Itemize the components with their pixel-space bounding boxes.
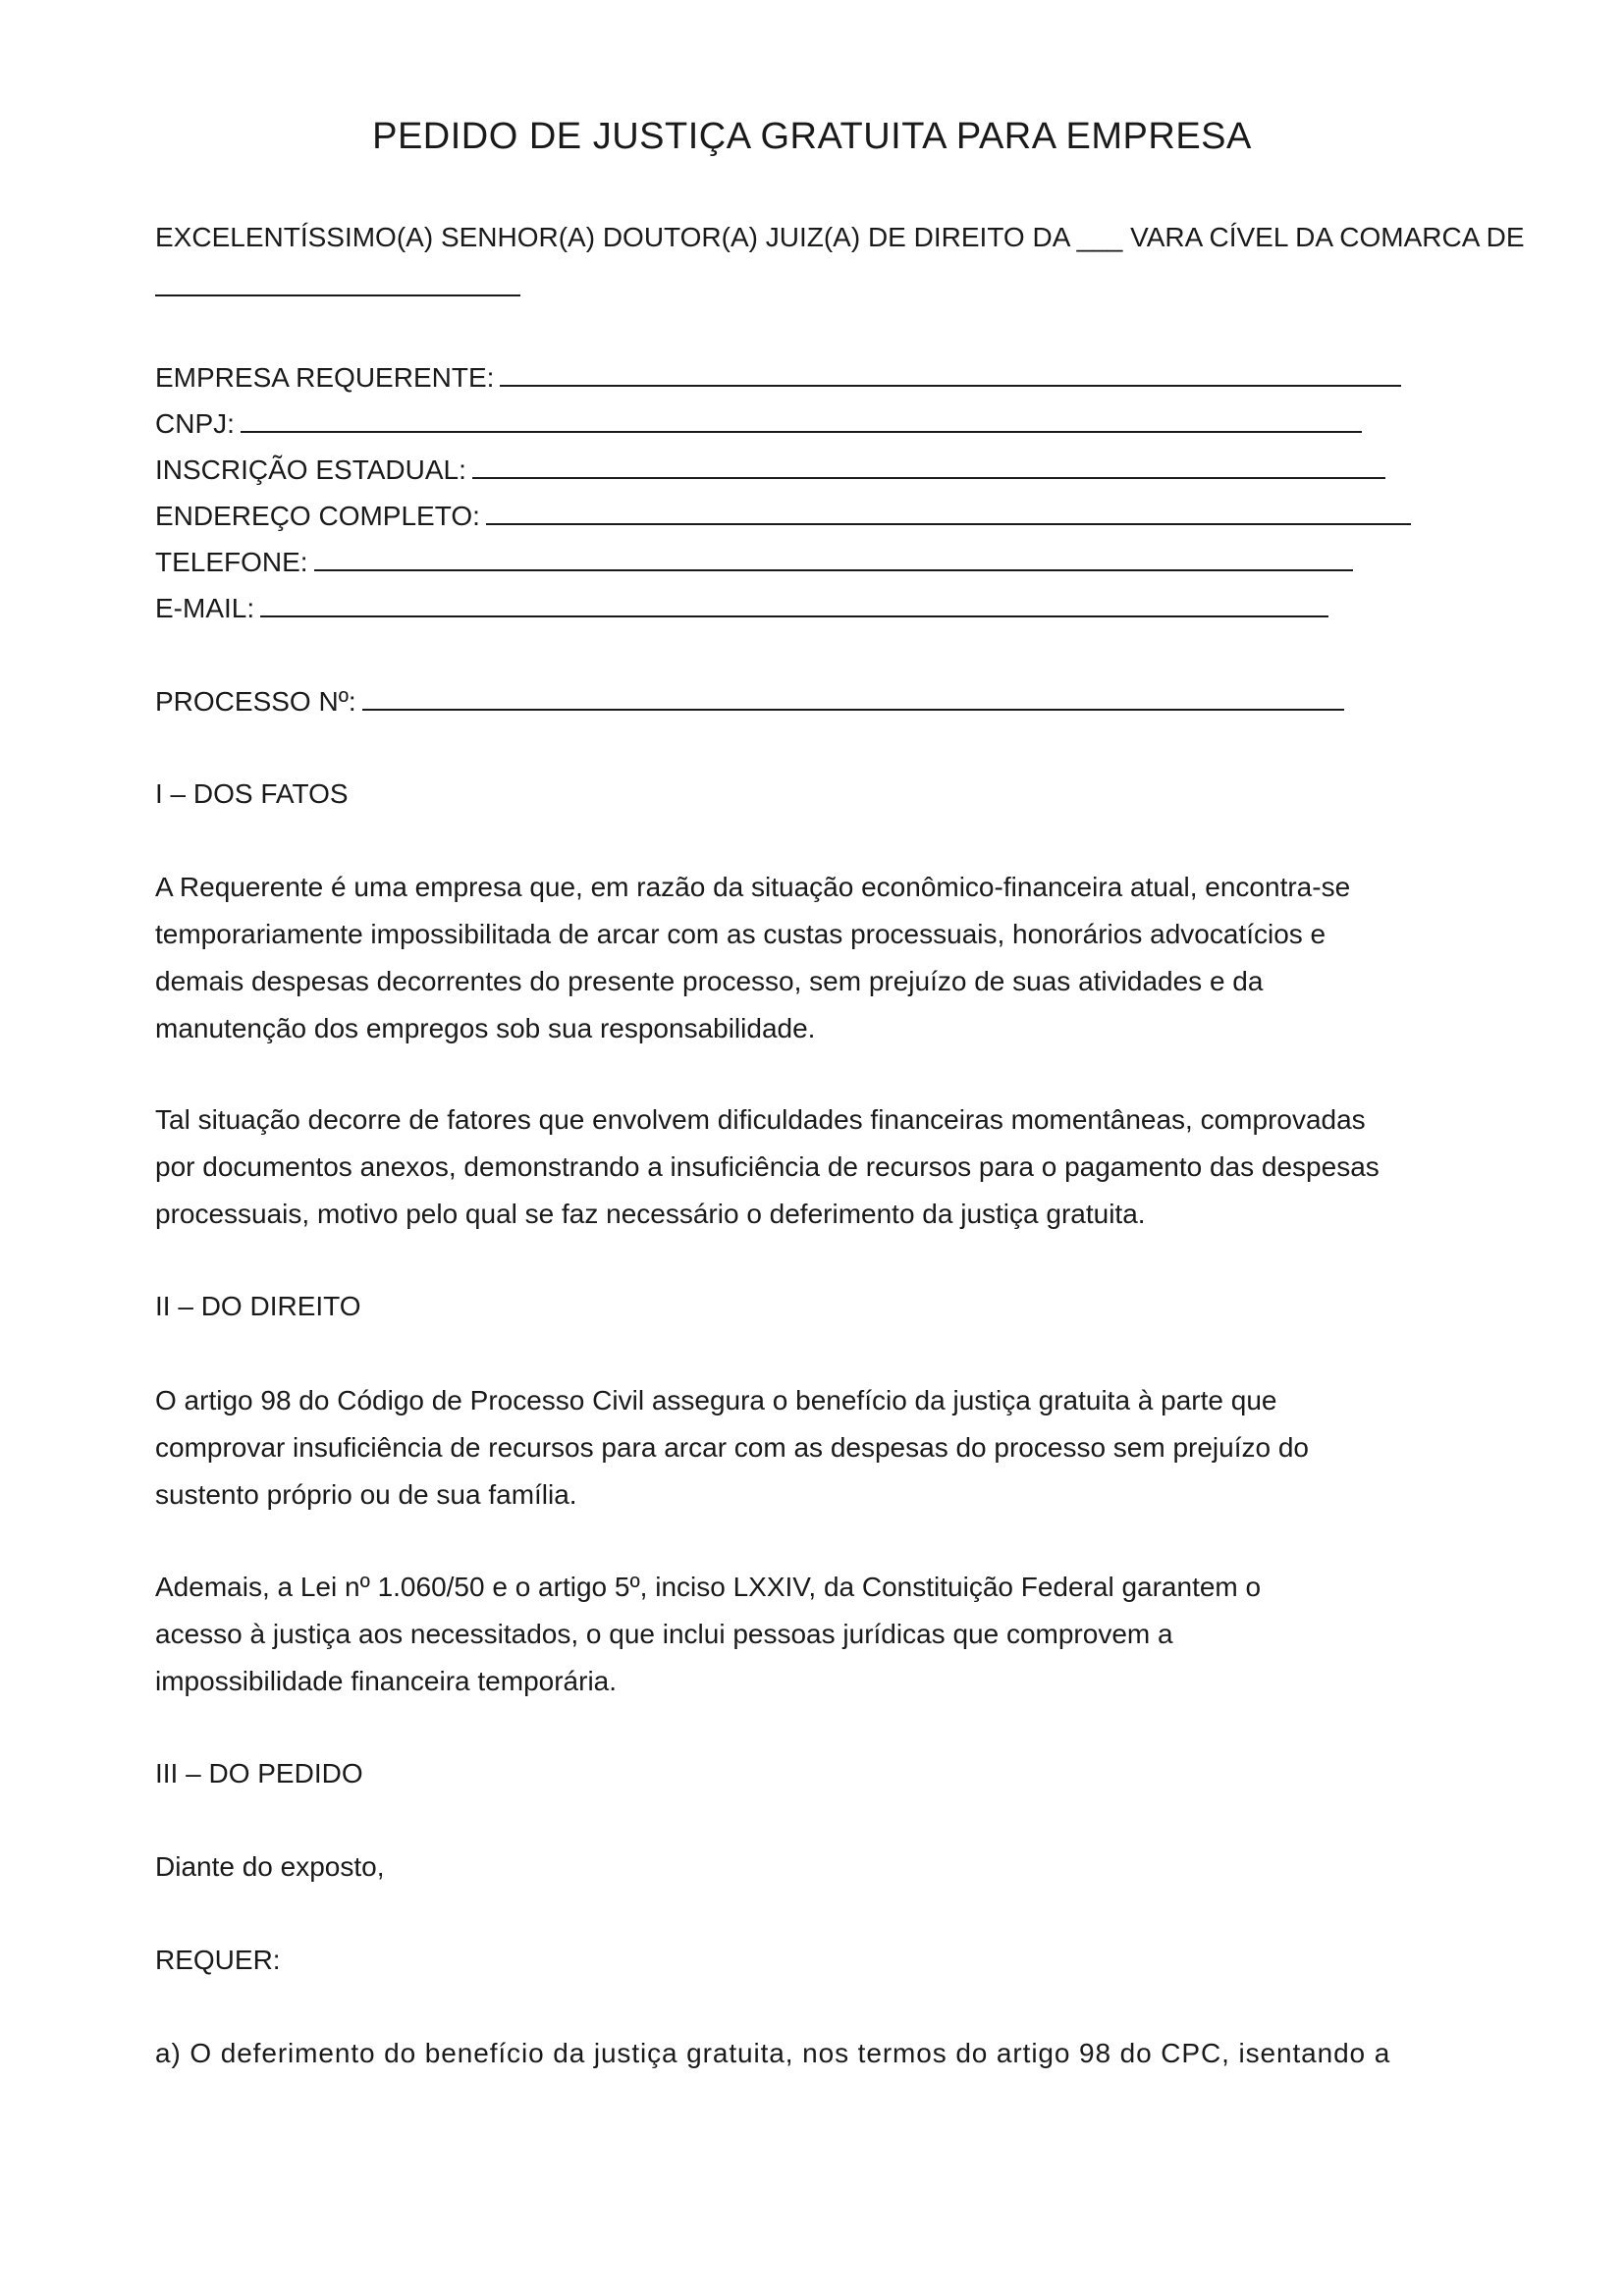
field-email-label: E-MAIL:: [155, 593, 255, 623]
field-endereco-blank: [486, 492, 1411, 525]
field-empresa-blank: [500, 353, 1401, 387]
document-title: PEDIDO DE JUSTIÇA GRATUITA PARA EMPRESA: [372, 116, 1252, 157]
text-line: impossibilidade financeira temporária.: [155, 1666, 618, 1696]
text-line: Tal situação decorre de fatores que envolvem dificuldades financeiras momentâneas, comprovadas: [155, 1104, 1366, 1135]
text-line: O artigo 98 do Código de Processo Civil assegura o benefício da justiça gratuita à parte que: [155, 1385, 1277, 1415]
text-line: comprovar insuficiência de recursos para arcar com as despesas do processo sem prejuízo do: [155, 1432, 1310, 1463]
field-empresa-row: [155, 353, 1401, 401]
field-cnpj-row: [155, 400, 1362, 448]
field-empresa-label: EMPRESA REQUERENTE:: [155, 362, 495, 393]
field-telefone-label: TELEFONE:: [155, 547, 308, 577]
pedido-intro: Diante do exposto,: [155, 1851, 385, 1882]
section-heading-direito: II – DO DIREITO: [155, 1291, 361, 1321]
paragraph-direito-2: [155, 1564, 1549, 1705]
field-inscricao-row: [155, 446, 1385, 494]
text-line: Ademais, a Lei nº 1.060/50 e o artigo 5º, inciso LXXIV, da Constituição Federal garantem o: [155, 1572, 1262, 1602]
text-line: por documentos anexos, demonstrando a insuficiência de recursos para o pagamento das despesas: [155, 1151, 1380, 1182]
field-processo-label: PROCESSO Nº:: [155, 686, 356, 717]
field-processo-row: [155, 677, 1344, 725]
text-line: sustento próprio ou de sua família.: [155, 1479, 577, 1510]
paragraph-direito-1: [155, 1377, 1549, 1519]
field-email-row: [155, 584, 1328, 632]
field-cnpj-label: CNPJ:: [155, 408, 235, 439]
section-heading-pedido: III – DO PEDIDO: [155, 1758, 363, 1789]
field-telefone-row: [155, 538, 1353, 586]
text-line: demais despesas decorrentes do presente processo, sem prejuízo de suas atividades e da: [155, 966, 1264, 996]
text-line: manutenção dos empregos sob sua responsabilidade.: [155, 1013, 816, 1043]
addressee-line: EXCELENTÍSSIMO(A) SENHOR(A) DOUTOR(A) JUIZ(A) DE DIREITO DA ___ VARA CÍVEL DA COMARCA DE: [155, 222, 1525, 252]
field-processo-blank: [362, 677, 1344, 711]
field-cnpj-blank: [241, 400, 1362, 433]
field-endereco-label: ENDEREÇO COMPLETO:: [155, 501, 480, 531]
paragraph-fatos-1: [155, 864, 1549, 1052]
field-telefone-blank: [314, 538, 1353, 571]
field-inscricao-label: INSCRIÇÃO ESTADUAL:: [155, 454, 466, 485]
text-line: acesso à justiça aos necessitados, o que inclui pessoas jurídicas que comprovem a: [155, 1619, 1173, 1649]
text-line: A Requerente é uma empresa que, em razão da situação econômico-financeira atual, encontra-se: [155, 872, 1351, 902]
pedido-requer: REQUER:: [155, 1945, 281, 1975]
paragraph-fatos-2: [155, 1096, 1549, 1238]
text-line: temporariamente impossibilitada de arcar com as custas processuais, honorários advocatícios e: [155, 919, 1326, 949]
field-endereco-row: [155, 492, 1411, 540]
comarca-blank: [155, 294, 520, 296]
section-heading-fatos: I – DOS FATOS: [155, 778, 349, 809]
field-inscricao-blank: [472, 446, 1385, 479]
pedido-item-a: a) O deferimento do benefício da justiça gratuita, nos termos do artigo 98 do CPC, isentando a: [155, 2038, 1391, 2068]
field-email-blank: [260, 584, 1328, 617]
text-line: processuais, motivo pelo qual se faz necessário o deferimento da justiça gratuita.: [155, 1199, 1146, 1229]
